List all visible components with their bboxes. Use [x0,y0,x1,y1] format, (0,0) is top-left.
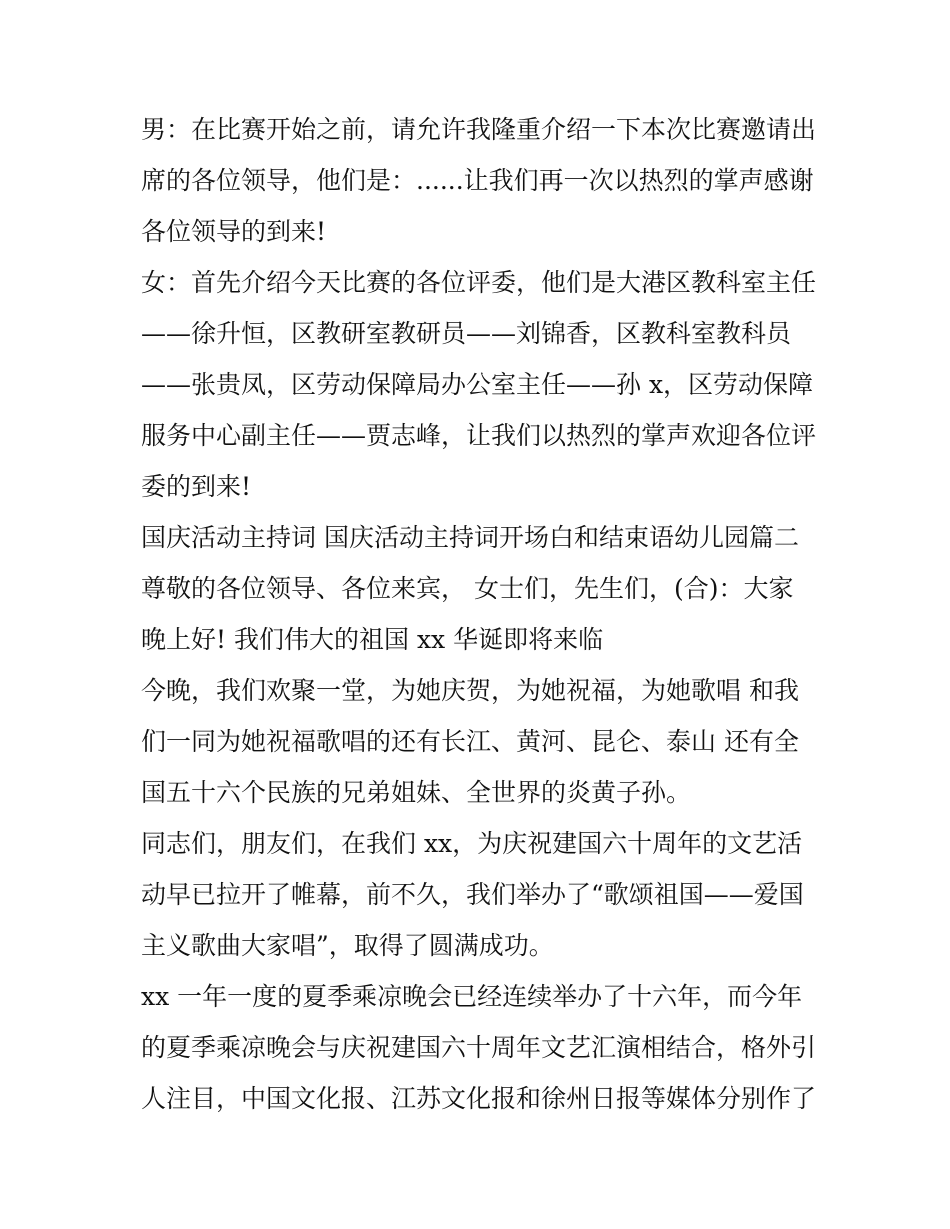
text-line: 服务中心副主任——贾志峰，让我们以热烈的掌声欢迎各位评 [141,421,817,450]
text-line: 席的各位领导，他们是：......让我们再一次以热烈的掌声感谢 [141,166,814,195]
text-line: 的夏季乘凉晚会与庆祝建国六十周年文艺汇演相结合，格外引 [141,1033,817,1062]
text-line: 动早已拉开了帷幕，前不久，我们举办了“歌颂祖国——爱国 [141,880,804,909]
paragraph-comrades [141,818,821,971]
text-line: 们一同为她祝福歌唱的还有长江、黄河、昆仑、泰山 还有全 [141,727,799,756]
paragraph-tonight [141,665,821,818]
document-body [141,104,821,1124]
text-line: ——张贵凤，区劳动保障局办公室主任——孙 x，区劳动保障 [141,370,814,399]
text-line: 国五十六个民族的兄弟姐妹、全世界的炎黄子孙。 [141,778,692,807]
text-line: 主义歌曲大家唱”，取得了圆满成功。 [141,931,554,960]
text-line: 人注目，中国文化报、江苏文化报和徐州日报等媒体分别作了 [141,1084,817,1113]
text-line: 男：在比赛开始之前，请允许我隆重介绍一下本次比赛邀请出 [141,115,817,144]
text-line: 今晚，我们欢聚一堂，为她庆贺，为她祝福，为她歌唱 和我 [141,676,799,705]
text-line: ——徐升恒，区教研室教研员——刘锦香，区教科室教科员 [141,319,792,348]
text-line: 晚上好! 我们伟大的祖国 xx 华诞即将来临 [141,625,604,654]
text-line: 国庆活动主持词 国庆活动主持词开场白和结束语幼儿园篇二 [141,523,799,552]
text-line: 同志们，朋友们，在我们 xx，为庆祝建国六十周年的文艺活 [141,829,803,858]
text-line: 尊敬的各位领导、各位来宾， 女士们，先生们，(合)：大家 [141,574,794,603]
paragraph-summer-gala [141,971,821,1124]
text-line: 各位领导的到来! [141,217,327,246]
paragraph-national-day-opening [141,512,821,665]
paragraph-judges-intro [141,257,821,512]
paragraph-male-host-intro [141,104,821,257]
text-line: xx 一年一度的夏季乘凉晚会已经连续举办了十六年，而今年 [141,982,803,1011]
text-line: 女：首先介绍今天比赛的各位评委，他们是大港区教科室主任 [141,268,817,297]
text-line: 委的到来! [141,472,252,501]
